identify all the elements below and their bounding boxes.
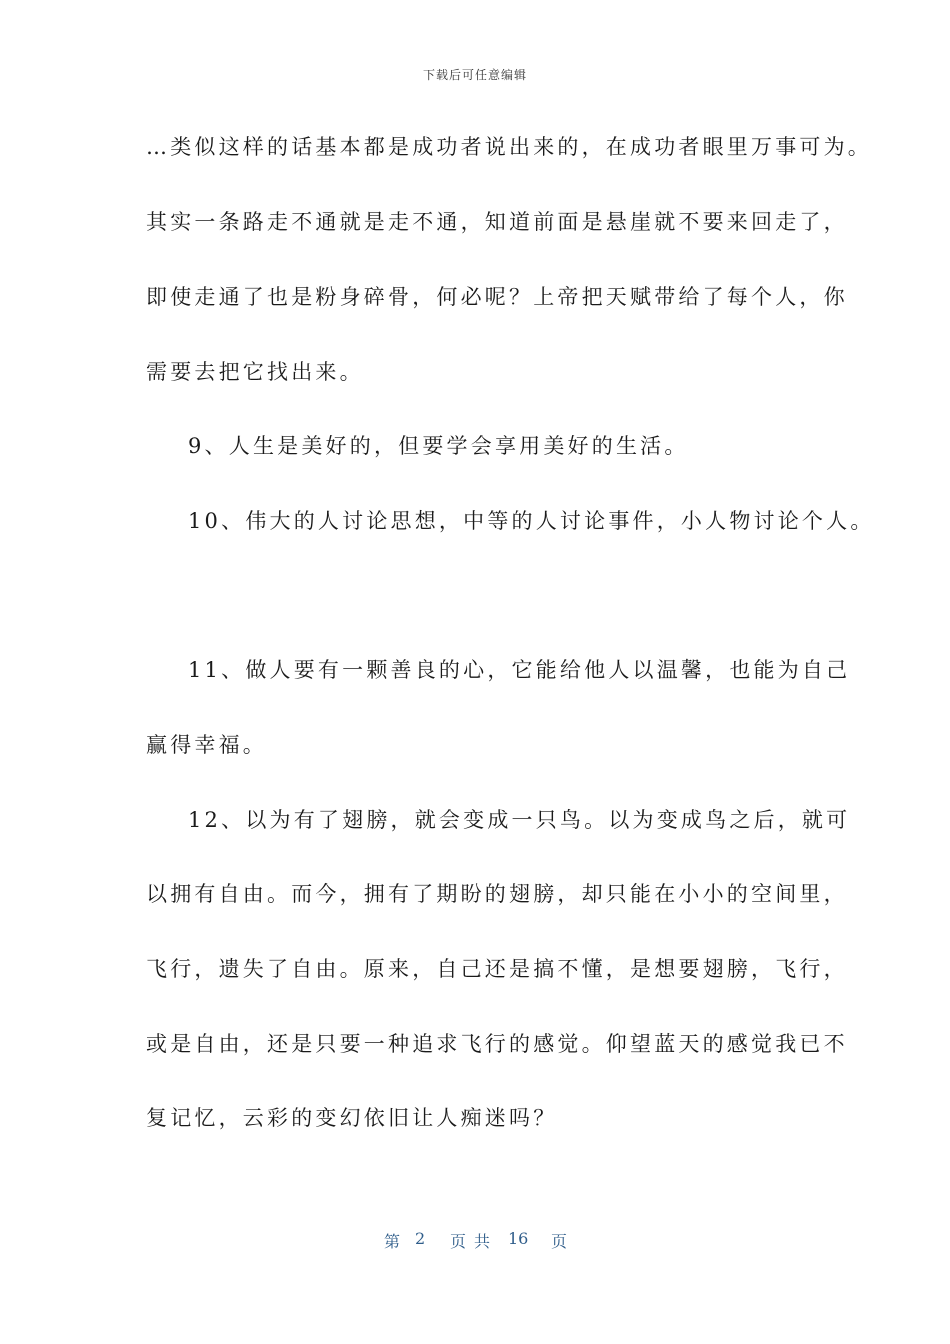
page-footer bbox=[0, 1229, 950, 1253]
text-line: 需要去把它找出来。 bbox=[146, 360, 364, 384]
footer-di: 第 bbox=[384, 1232, 401, 1251]
footer-ye: 页 bbox=[551, 1232, 568, 1251]
text-line: …类似这样的话基本都是成功者说出来的，在成功者眼里万事可为。 bbox=[146, 135, 872, 159]
text-line: 或是自由，还是只要一种追求飞行的感觉。仰望蓝天的感觉我已不 bbox=[146, 1032, 848, 1056]
text-line: 以拥有自由。而今，拥有了期盼的翅膀，却只能在小小的空间里， bbox=[146, 882, 848, 906]
footer-ye-gong: 页共 bbox=[450, 1232, 499, 1251]
footer-page-number: 2 bbox=[415, 1229, 426, 1248]
list-item-9: 9、人生是美好的，但要学会享用美好的生活。 bbox=[188, 434, 689, 458]
list-item-10: 10、伟大的人讨论思想，中等的人讨论事件，小人物讨论个人。 bbox=[188, 509, 875, 533]
text-line: 复记忆，云彩的变幻依旧让人痴迷吗？ bbox=[146, 1106, 558, 1130]
text-line: 即使走通了也是粉身碎骨，何必呢？上帝把天赋带给了每个人，你 bbox=[146, 285, 848, 309]
page-header: 下载后可任意编辑 bbox=[422, 68, 527, 82]
footer-total-pages: 16 bbox=[508, 1229, 529, 1248]
text-line: 赢得幸福。 bbox=[146, 733, 267, 757]
text-line: 其实一条路走不通就是走不通，知道前面是悬崖就不要来回走了， bbox=[146, 210, 848, 234]
text-line: 飞行，遗失了自由。原来，自己还是搞不懂，是想要翅膀，飞行， bbox=[146, 957, 848, 981]
list-item-12: 12、以为有了翅膀，就会变成一只鸟。以为变成鸟之后，就可 bbox=[188, 808, 851, 832]
list-item-11: 11、做人要有一颗善良的心，它能给他人以温馨，也能为自己 bbox=[188, 658, 851, 682]
